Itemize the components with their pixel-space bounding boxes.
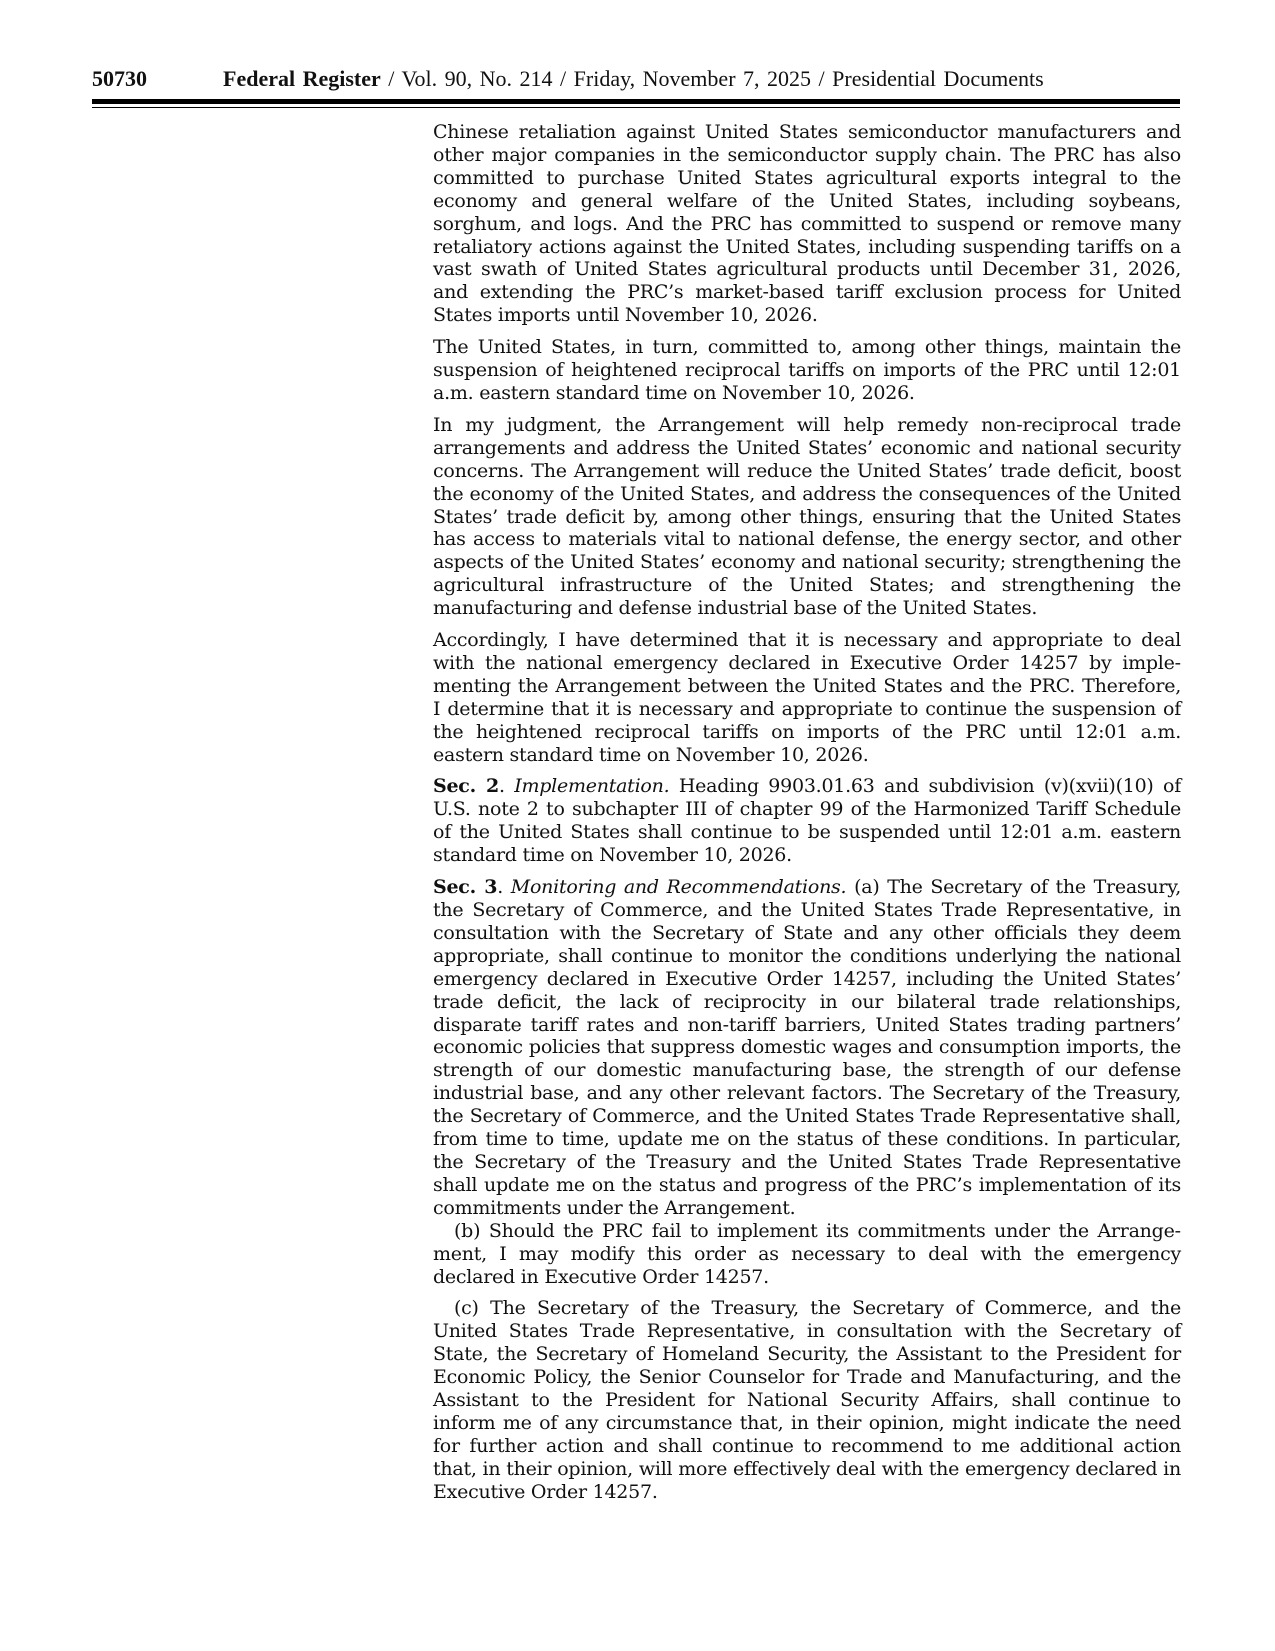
- section-title: Implementation.: [514, 775, 670, 798]
- header-rule-thin: [92, 107, 1180, 108]
- paragraph: The United States, in turn, committed to, among other things, maintain the suspension of heightened reciprocal tariffs on imports of the PRC until 12:01 a.m. eastern standard time on November 10, 2026.: [433, 336, 1181, 404]
- page-header: [92, 62, 1180, 96]
- section-text: Heading 9903.01.63 and subdivision (v)(xvii)(10) of U.S. note 2 to subchapter III of chapter 99 of the Harmonized Tariff Schedule of the United States shall continue to be suspended until 12:01 a.m. eastern standard time on November 10, 2026.: [433, 775, 1181, 867]
- paragraph: Accordingly, I have determined that it is necessary and appropriate to deal with the national emergency declared in Executive Order 14257 by implementing the Arrangement between the United States and the PRC. Therefore, I determine that it is necessary and appropriate to continue the suspension of the heightened reciprocal tariffs on imports of the PRC until 12:01 a.m. eastern standard time on November 10, 2026.: [433, 629, 1181, 766]
- section-2: Sec. 2. Implementation. Heading 9903.01.63 and subdivision (v)(xvii)(10) of U.S. note 2 to subchapter III of chapter 99 of the Harmonized Tariff Schedule of the United States shall continue to be suspended until 12:01 a.m. eastern standard time on November 10, 2026.: [433, 775, 1181, 867]
- issue-info: Vol. 90, No. 214 / Friday, November 7, 2025 / Presidential Documents: [401, 66, 1044, 91]
- section-3: Sec. 3. Monitoring and Recommendations. (a) The Secretary of the Treasury, the Secretary of Commerce, and the United States Trade Representative, in consultation with the Secretary of State and any other officials they deem appropriate, shall continue to monitor the conditions underlying the national emergency declared in Executive Order 14257, including the United States’ trade deficit, the lack of reciprocity in our bilateral trade relationships, disparate tariff rates and non-tariff barriers, United States trading partners’ economic policies that suppress domestic wages and consumption imports, the strength of our domestic manufacturing base, the strength of our defense industrial base, and any other relevant factors. The Secretary of the Treasury, the Secretary of Commerce, and the United States Trade Representative shall, from time to time, update me on the status of these conditions. In particular, the Secretary of the Treasury and the United States Trade Representative shall update me on the status and progress of the PRC’s implementation of its commitments under the Arrangement.: [433, 876, 1181, 1219]
- section-number: Sec. 3: [433, 876, 498, 899]
- header-rule-thick: [92, 99, 1180, 104]
- paragraph: Chinese retaliation against United States semiconductor manufacturers and other major companies in the semiconductor supply chain. The PRC has also committed to purchase United States agricultural exports integral to the economy and general welfare of the United States, including soybeans, sorghum, and logs. And the PRC has committed to suspend or remove many retaliatory actions against the United States, including suspending tariffs on a vast swath of United States agricultural products until December 31, 2026, and extending the PRC’s market-based tariff exclusion process for United States imports until November 10, 2026.: [433, 121, 1181, 327]
- section-text: (a) The Secretary of the Treasury, the Secretary of Commerce, and the United States Trade Representative, in consultation with the Secretary of State and any other officials they deem appropriate, shall continue to monitor the conditions underlying the national emergency declared in Executive Order 14257, including the United States’ trade deficit, the lack of reciprocity in our bilateral trade relationships, disparate tariff rates and non-tariff barriers, United States trading partners’ economic policies that suppress domestic wages and consumption imports, the strength of our domestic manufacturing base, the strength of our defense industrial base, and any other relevant factors. The Secretary of the Treasury, the Secretary of Commerce, and the United States Trade Representative shall, from time to time, update me on the status of these conditions. In particular, the Secretary of the Treasury and the United States Trade Representative shall update me on the status and progress of the PRC’s implementation of its commitments under the Arrangement.: [433, 876, 1181, 1219]
- page-number: 50730: [92, 66, 147, 91]
- section-number: Sec. 2: [433, 775, 499, 798]
- subsection-b: (b) Should the PRC fail to implement its commitments under the Arrangement, I may modify this order as necessary to deal with the emergency declared in Executive Order 14257.: [433, 1219, 1181, 1288]
- running-head: Federal Register / Vol. 90, No. 214 / Friday, November 7, 2025 / Presidential Documents: [223, 66, 1044, 91]
- paragraph: In my judgment, the Arrangement will help remedy non-reciprocal trade arrangements and address the United States’ economic and national security concerns. The Arrangement will reduce the United States’ trade deficit, boost the economy of the United States, and address the consequences of the United States’ trade deficit by, among other things, ensuring that the United States has access to materials vital to national defense, the energy sector, and other aspects of the United States’ economy and national security; strengthening the agricultural infrastructure of the United States; and strengthening the manufacturing and defense industrial base of the United States.: [433, 413, 1181, 620]
- subsection-c: (c) The Secretary of the Treasury, the Secretary of Commerce, and the United States Trade Representative, in consultation with the Secretary of State, the Secretary of Homeland Security, the Assistant to the President for Economic Policy, the Senior Counselor for Trade and Manufacturing, and the Assistant to the President for National Security Affairs, shall continue to inform me of any circumstance that, in their opinion, might indicate the need for further action and shall continue to recommend to me additional action that, in their opinion, will more effectively deal with the emergency declared in Executive Order 14257.: [433, 1297, 1181, 1503]
- section-title: Monitoring and Recommendations.: [510, 876, 847, 899]
- publication-name: Federal Register: [223, 66, 381, 91]
- document-body: [433, 121, 1181, 1513]
